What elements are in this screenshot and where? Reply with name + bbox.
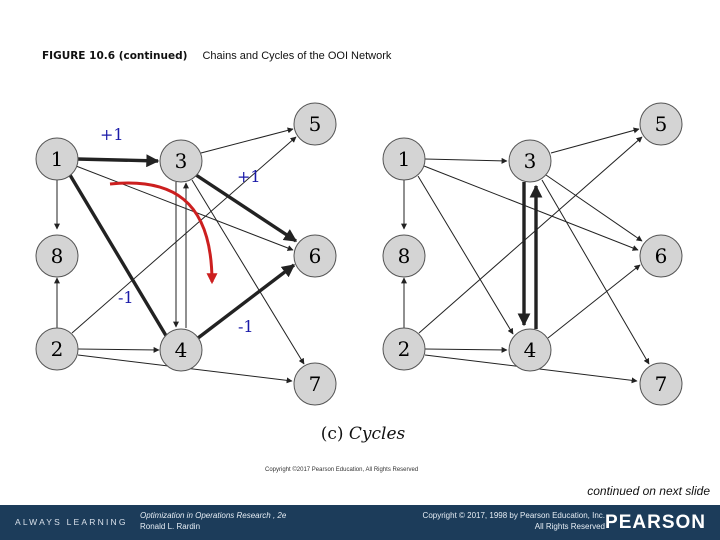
right-node-5	[640, 103, 682, 145]
left-node-7	[294, 363, 336, 405]
left-node-6	[294, 235, 336, 277]
edge-r-1-4	[418, 176, 513, 334]
left-node-3	[160, 140, 202, 182]
book-author: Ronald L. Rardin	[140, 522, 201, 531]
svg-text:2: 2	[50, 337, 64, 361]
right-node-6	[640, 235, 682, 277]
annotation-plus1-edge-3-6: +1	[237, 167, 261, 186]
figure-label: FIGURE 10.6 (continued)	[42, 50, 188, 62]
svg-text:8: 8	[397, 244, 411, 268]
right-node-8	[383, 235, 425, 277]
svg-text:3: 3	[174, 149, 188, 173]
svg-text:7: 7	[308, 372, 322, 396]
right-graph-nodes	[383, 103, 682, 405]
svg-text:1: 1	[397, 147, 411, 171]
edge-r-4-6	[548, 265, 640, 338]
continued-note: continued on next slide	[587, 484, 710, 498]
svg-text:6: 6	[654, 244, 668, 268]
footer-copyright-line1: Copyright © 2017, 1998 by Pearson Education, Inc.	[422, 511, 605, 520]
left-node-5	[294, 103, 336, 145]
diagram-caption	[0, 424, 720, 444]
right-node-4	[509, 329, 551, 371]
footer-copyright	[423, 510, 605, 532]
caption-label: (c)	[320, 424, 344, 444]
edge-l-1-3	[77, 159, 158, 161]
right-node-1	[383, 138, 425, 180]
edge-l-3-5	[201, 129, 293, 153]
edge-r-3-7	[542, 180, 649, 364]
footer-copyright-line2: All Rights Reserved	[534, 522, 605, 531]
svg-text:6: 6	[308, 244, 322, 268]
right-node-2	[383, 328, 425, 370]
edge-l-2-4	[78, 349, 159, 350]
annotation-minus1-edge-4-6: -1	[238, 317, 254, 336]
svg-text:2: 2	[397, 337, 411, 361]
annotation-minus1-edge-1-4: -1	[118, 288, 134, 307]
left-node-4	[160, 329, 202, 371]
edge-r-2-4	[425, 349, 507, 350]
edge-r-3-5	[551, 129, 639, 153]
edge-r-1-3	[425, 159, 507, 161]
edge-l-1-4	[70, 175, 168, 339]
edge-r-3-6	[546, 175, 642, 241]
always-learning-tagline: ALWAYS LEARNING	[15, 517, 128, 527]
caption-text: Cycles	[348, 424, 406, 444]
footer-bar	[0, 505, 720, 540]
svg-text:1: 1	[50, 147, 64, 171]
figure-copyright: Copyright ©2017 Pearson Education, All Rights Reserved	[265, 467, 419, 473]
pearson-logo: PEARSON	[605, 512, 706, 533]
right-node-3	[509, 140, 551, 182]
svg-text:5: 5	[308, 112, 322, 136]
svg-text:3: 3	[523, 149, 537, 173]
right-node-7	[640, 363, 682, 405]
book-title: Optimization in Operations Research , 2e	[140, 511, 287, 520]
svg-text:4: 4	[174, 338, 188, 362]
svg-text:8: 8	[50, 244, 64, 268]
left-node-8	[36, 235, 78, 277]
left-node-2	[36, 328, 78, 370]
figure-caption: Chains and Cycles of the OOI Network	[202, 50, 392, 62]
svg-text:5: 5	[654, 112, 668, 136]
book-reference	[140, 510, 286, 532]
svg-text:4: 4	[523, 338, 537, 362]
annotation-plus1-edge-1-3: +1	[100, 125, 124, 144]
svg-text:7: 7	[654, 372, 668, 396]
left-node-1	[36, 138, 78, 180]
